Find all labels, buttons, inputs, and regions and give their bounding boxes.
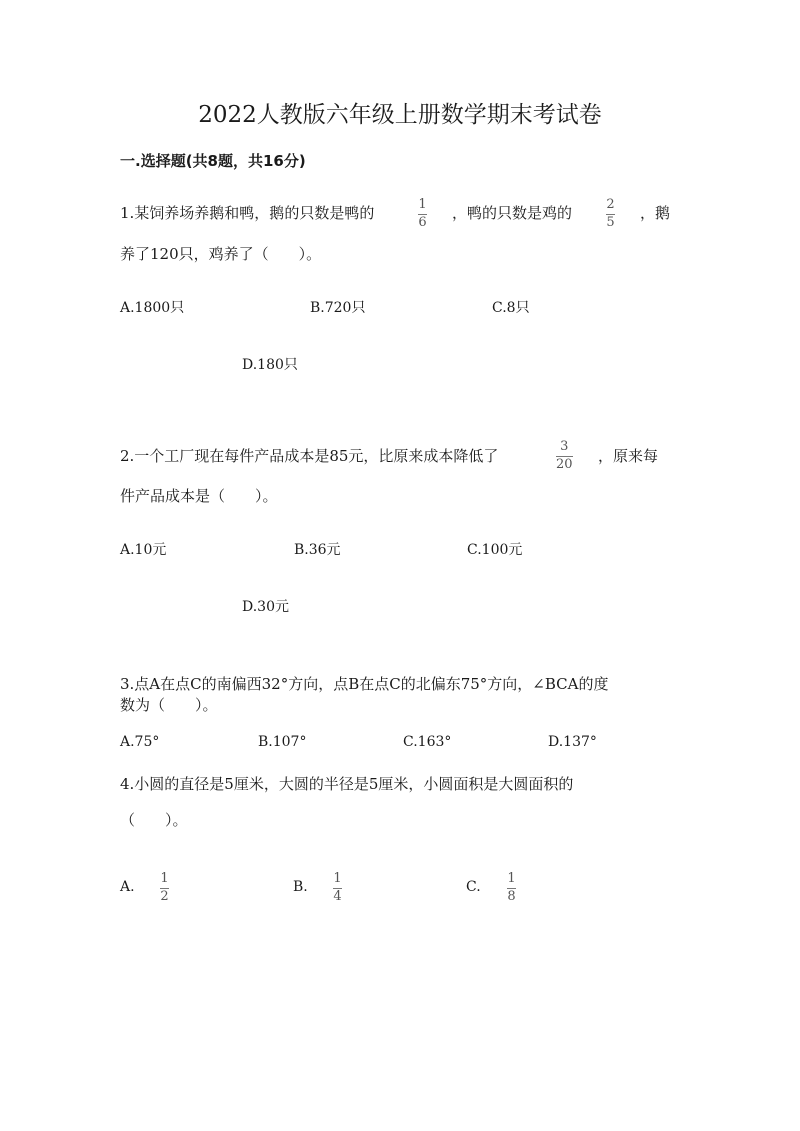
- fraction-denominator: 4: [333, 889, 342, 905]
- question-4-option-a-label[interactable]: A.: [120, 879, 135, 895]
- fraction-numerator: 1: [333, 871, 342, 886]
- question-2-option-c[interactable]: C.100元: [467, 542, 523, 558]
- question-4-option-c-fraction[interactable]: [507, 872, 516, 905]
- question-4-text-line2: （ ）。: [120, 811, 188, 829]
- question-2-text-line2: 件产品成本是（ ）。: [120, 487, 278, 505]
- question-3-option-d[interactable]: D.137°: [548, 734, 597, 750]
- question-2-option-a[interactable]: A.10元: [120, 542, 167, 558]
- fraction-denominator: 5: [606, 215, 615, 231]
- question-4-option-a-fraction[interactable]: [160, 872, 169, 905]
- question-1-option-c[interactable]: C.8只: [492, 300, 530, 316]
- question-3-text-line2: 数为（ ）。: [120, 696, 218, 714]
- question-1-option-b[interactable]: B.720只: [310, 300, 366, 316]
- question-2-text-a: 2.一个工厂现在每件产品成本是85元，比原来成本降低了: [120, 447, 499, 465]
- question-2-text-b: ，原来每: [598, 447, 659, 465]
- page-title: 2022人教版六年级上册数学期末考试卷: [198, 102, 602, 128]
- question-4-option-c-label[interactable]: C.: [466, 879, 481, 895]
- question-2-fraction: [556, 440, 573, 473]
- question-1-text-line2: 养了120只，鸡养了（ ）。: [120, 245, 322, 263]
- fraction-denominator: 8: [507, 889, 516, 905]
- fraction-numerator: 2: [606, 197, 615, 212]
- question-1-option-a[interactable]: A.1800只: [120, 300, 185, 316]
- section-heading: 一.选择题(共8题，共16分): [120, 152, 306, 170]
- question-3-option-a[interactable]: A.75°: [120, 734, 160, 750]
- question-2-option-d[interactable]: D.30元: [242, 599, 289, 615]
- question-1-text-c: ，鹅: [640, 204, 671, 222]
- question-1-fraction-1: [418, 198, 427, 231]
- fraction-denominator: 6: [418, 215, 427, 231]
- question-4-text-line1: 4.小圆的直径是5厘米，大圆的半径是5厘米，小圆面积是大圆面积的: [120, 775, 574, 793]
- fraction-denominator: 2: [160, 889, 169, 905]
- question-1-text-b: ，鸭的只数是鸡的: [452, 204, 573, 222]
- fraction-numerator: 1: [418, 197, 427, 212]
- question-1-fraction-2: [606, 198, 615, 231]
- question-1-option-d[interactable]: D.180只: [242, 357, 298, 373]
- fraction-numerator: 1: [160, 871, 169, 886]
- question-3-option-b[interactable]: B.107°: [258, 734, 307, 750]
- question-4-option-b-label[interactable]: B.: [293, 879, 308, 895]
- fraction-denominator: 20: [556, 457, 573, 473]
- question-1-text-a: 1.某饲养场养鹅和鸭，鹅的只数是鸭的: [120, 204, 375, 222]
- fraction-numerator: 1: [507, 871, 516, 886]
- fraction-numerator: 3: [560, 439, 569, 454]
- question-3-option-c[interactable]: C.163°: [403, 734, 452, 750]
- question-4-option-b-fraction[interactable]: [333, 872, 342, 905]
- question-3-text-line1: 3.点A在点C的南偏西32°方向，点B在点C的北偏东75°方向，∠BCA的度: [120, 675, 609, 693]
- question-2-option-b[interactable]: B.36元: [294, 542, 341, 558]
